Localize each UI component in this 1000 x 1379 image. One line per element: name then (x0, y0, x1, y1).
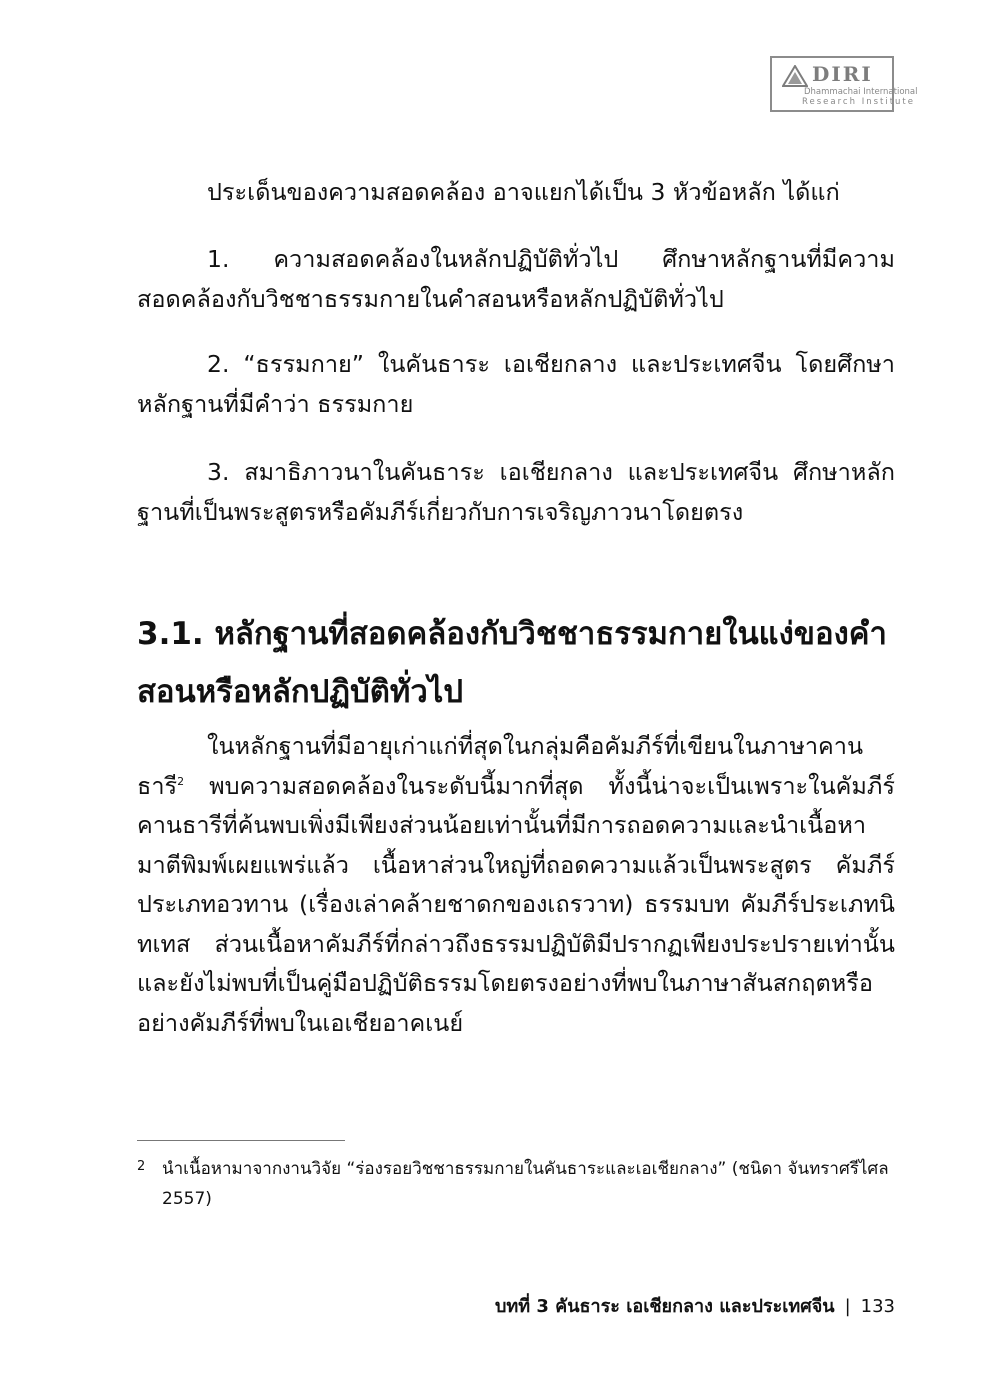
body-paragraph (137, 727, 895, 1043)
body-block (137, 727, 895, 1043)
logo-subtitle-1: Dhammachai International (804, 87, 918, 97)
footer-chapter: บทที่ 3 คันธาระ เอเชียกลาง และประเทศจีน (494, 1296, 835, 1317)
body-text-part-2: พบความสอดคล้องในระดับนี้มากที่สุด ทั้งนี้น่าจะเป็นเพราะในคัมภีร์คานธารีที่ค้นพบเพิ่งมีเพียงส่วนน้อยเท่านั้นที่มีการถอดความและนำเนื้อหามาตีพิมพ์เผยแพร่แล้ว เนื้อหาส่วนใหญ่ที่ถอดความแล้วเป็นพระสูตร คัมภีร์ประเภทอวทาน (เรื่องเล่าคล้ายชาดกของเถรวาท) ธรรมบท คัมภีร์ประเภทนิทเทส ส่วนเนื้อหาคัมภีร์ที่กล่าวถึงธรรมปฏิบัติมีปรากฏเพียงประปรายเท่านั้น และยังไม่พบที่เป็นคู่มือปฏิบัติธรรมโดยตรงอย่างที่พบในภาษาสันสกฤตหรืออย่างคัมภีร์ที่พบในเอเชียอาคเนย์ (137, 771, 895, 1037)
diri-logo (770, 56, 918, 112)
section-heading: 3.1. หลักฐานที่สอดคล้องกับวิชชาธรรมกายในแง่ของคำสอนหรือหลักปฏิบัติทั่วไป (137, 616, 887, 710)
footer-separator: | (844, 1296, 851, 1317)
intro-paragraph: ประเด็นของความสอดคล้อง อาจแยกได้เป็น 3 หัวข้อหลัก ได้แก่ (207, 178, 840, 206)
list-item-3: 3. สมาธิภาวนาในคันธาระ เอเชียกลาง และประเทศจีน ศึกษาหลักฐานที่เป็นพระสูตรหรือคัมภีร์เกี่ยวกับการเจริญภาวนาโดยตรง (137, 458, 895, 526)
item-1-block (137, 239, 895, 319)
intro-block (137, 172, 895, 212)
logo-subtitle-2: Research Institute (802, 97, 915, 107)
diri-triangle-icon (782, 65, 808, 87)
body-text-part-1: ในหลักฐานที่มีอายุเก่าแก่ที่สุดในกลุ่มคือคัมภีร์ที่เขียนในภาษาคานธารี (137, 732, 864, 800)
footnote-text: นำเนื้อหามาจากงานวิจัย “ร่องรอยวิชชาธรรมกายในคันธาระและเอเชียกลาง” (ชนิดา จันทราศรีไศล 2557) (162, 1159, 889, 1209)
footnote-divider (137, 1140, 345, 1141)
page-footer (495, 1291, 895, 1320)
footnote-reference[interactable]: 2 (177, 774, 185, 788)
item-2-block (137, 344, 895, 424)
footnote-number: 2 (137, 1159, 146, 1174)
footnote (137, 1154, 895, 1214)
list-item-1: 1. ความสอดคล้องในหลักปฏิบัติทั่วไป ศึกษาหลักฐานที่มีความสอดคล้องกับวิชชาธรรมกายในคำสอนหรือหลักปฏิบัติทั่วไป (137, 245, 895, 313)
logo-name: DIRI (812, 62, 873, 86)
item-3-block (137, 452, 895, 532)
list-item-2: 2. “ธรรมกาย” ในคันธาระ เอเชียกลาง และประเทศจีน โดยศึกษาหลักฐานที่มีคำว่า ธรรมกาย (137, 350, 895, 418)
page-number: 133 (860, 1296, 895, 1317)
